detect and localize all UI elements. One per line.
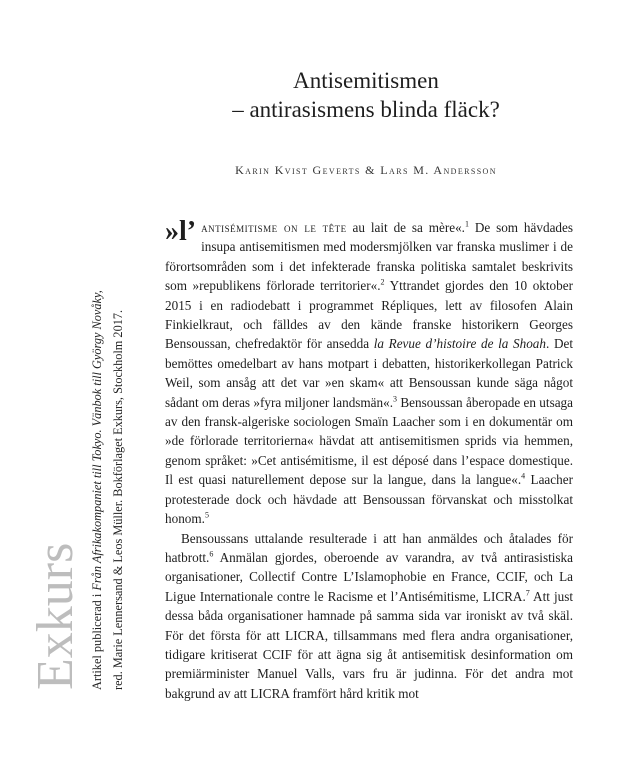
paragraph-1 [165, 218, 573, 529]
opening-smallcaps: antisémitisme on le tête [201, 220, 347, 235]
article-authors: Karin Kvist Geverts & Lars M. Andersson [235, 163, 497, 177]
p2-text-c: Att just dessa båda organisationer hamnade på samma sida var ironiskt av två skäl. För det första för att LICRA, tillsammans med flera andra organisationer, tidigare kritiserat CCIF för att ägna sig åt antisemitisk desinformation om premiärminister Manuel Valls, vars fru är judinna. För det andra mot bakgrund av att LICRA framfört hård kritik mot [165, 588, 573, 701]
p1-text-e: Bensoussan åberopade en utsaga av den fransk-algeriske sociologen Smaïn Laacher som i en dokumentär om »de förlorade territorierna« hävdat att antisemitismen sprids via hemmen, genom språket: »Cet antisémitisme, il est déposé dans l’espace domestique. Il est quasi naturellement depose sur la langue, dans la langue«. [165, 394, 573, 488]
footnote-ref-5: 5 [204, 510, 209, 520]
footnote-ref-7: 7 [525, 588, 530, 598]
p2-text-a: Bensoussans uttalande resulterade i att han anmäldes och åtalades för hatbrott. [165, 530, 573, 565]
title-line-1: Antisemitismen [293, 68, 439, 93]
p2-text-b: Anmälan gjordes, oberoende av varandra, av två antirasistiska organisationer, Collectif Contre L’Islamophobie en France, CCIF, och La Ligue Internationale contre le Racisme et l’Antisémitisme, LICRA. [165, 549, 573, 604]
opening-quote-lead: »l’ [165, 216, 197, 247]
journal-title: la Revue d’histoire de la Shoah [373, 336, 546, 352]
exkurs-label: Exkurs [27, 542, 84, 690]
article-title [160, 66, 572, 124]
footnote-ref-1: 1 [464, 219, 469, 229]
footnote-ref-2: 2 [380, 277, 385, 287]
article-body [165, 218, 573, 703]
p1-text-c: Yttrandet gjordes den 10 oktober 2015 i en radiodebatt i programmet Répliques, lett av filosofen Alain Finkielkraut, och fälldes av den kände franske historikern Georges Bensoussan, chefredaktör för ansedda [165, 278, 573, 352]
paragraph-2 [165, 529, 573, 704]
p1-text-b: De som hävdades insupa antisemitismen med modersmjölken var franska muslimer i de förortsområden som i det infekterade franska politiska samtalet beskrivits som »republikens förlorade territorier«. [165, 220, 573, 294]
footnote-ref-6: 6 [209, 549, 214, 559]
title-line-2: – antirasismens blinda fläck? [232, 97, 500, 122]
p1-text-f: Laacher protesterade dock och hävdade att Bensoussan förvanskat och misstolkat honom. [165, 472, 573, 527]
footnote-ref-4: 4 [521, 471, 526, 481]
publication-credit-line-2: red. Marie Lennersand & Leos Müller. Bokförlaget Exkurs, Stockholm 2017. [111, 309, 125, 690]
credit-prefix: Artikel publicerad i [90, 590, 104, 690]
p1-text-a: au lait de sa mère«. [346, 220, 465, 235]
p1-text-d: . Det bemöttes omedelbart av hans motpart i debatten, historikerkollegan Patrick Weil, som ansåg att det var »en skam« att Bensoussan kunde säga något sådant om deras »fyra miljoner landsmän«. [165, 336, 574, 410]
publication-credit-line-1 [89, 290, 105, 690]
footnote-ref-3: 3 [393, 394, 398, 404]
credit-book-title: Från Afrikakompaniet till Tokyo. Vänbok till György Novåky, [90, 290, 104, 591]
